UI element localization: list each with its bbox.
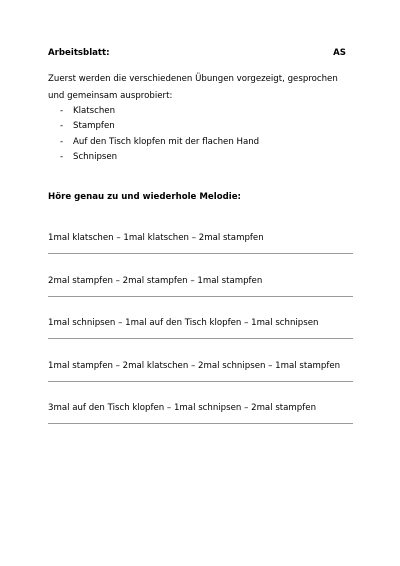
task-heading: Höre genau zu und wiederhole Melodie: bbox=[48, 192, 241, 202]
intro-line-1: Zuerst werden die verschiedenen Übungen vorgezeigt, gesprochen bbox=[48, 74, 338, 84]
list-dash: - bbox=[60, 151, 64, 162]
worksheet-title: Arbeitsblatt: bbox=[48, 48, 110, 58]
list-item-label: Stampfen bbox=[73, 121, 115, 132]
exercise-line-3: 1mal schnipsen – 1mal auf den Tisch klopfen – 1mal schnipsen bbox=[48, 318, 353, 339]
list-item-label: Auf den Tisch klopfen mit der flachen Hand bbox=[73, 136, 260, 147]
list-item bbox=[60, 150, 350, 165]
exercise-line-2: 2mal stampfen – 2mal stampfen – 1mal stampfen bbox=[48, 276, 353, 297]
list-dash: - bbox=[60, 106, 64, 116]
intro-line-2: und gemeinsam ausprobiert: bbox=[48, 91, 173, 101]
exercise-type-list bbox=[60, 104, 350, 165]
intro-paragraph bbox=[48, 71, 358, 105]
list-dash: - bbox=[60, 121, 64, 132]
exercise-line-5: 3mal auf den Tisch klopfen – 1mal schnipsen – 2mal stampfen bbox=[48, 403, 353, 424]
list-item-label: Schnipsen bbox=[73, 151, 118, 162]
list-item-label: Klatschen bbox=[73, 106, 116, 116]
exercise-line-4: 1mal stampfen – 2mal klatschen – 2mal schnipsen – 1mal stampfen bbox=[48, 361, 353, 382]
list-item bbox=[60, 119, 350, 134]
exercise-line-1: 1mal klatschen – 1mal klatschen – 2mal stampfen bbox=[48, 233, 353, 254]
worksheet-header bbox=[48, 48, 348, 62]
list-item bbox=[60, 104, 350, 119]
list-item bbox=[60, 135, 350, 150]
list-dash: - bbox=[60, 136, 64, 147]
worksheet-code: AS bbox=[333, 48, 346, 58]
